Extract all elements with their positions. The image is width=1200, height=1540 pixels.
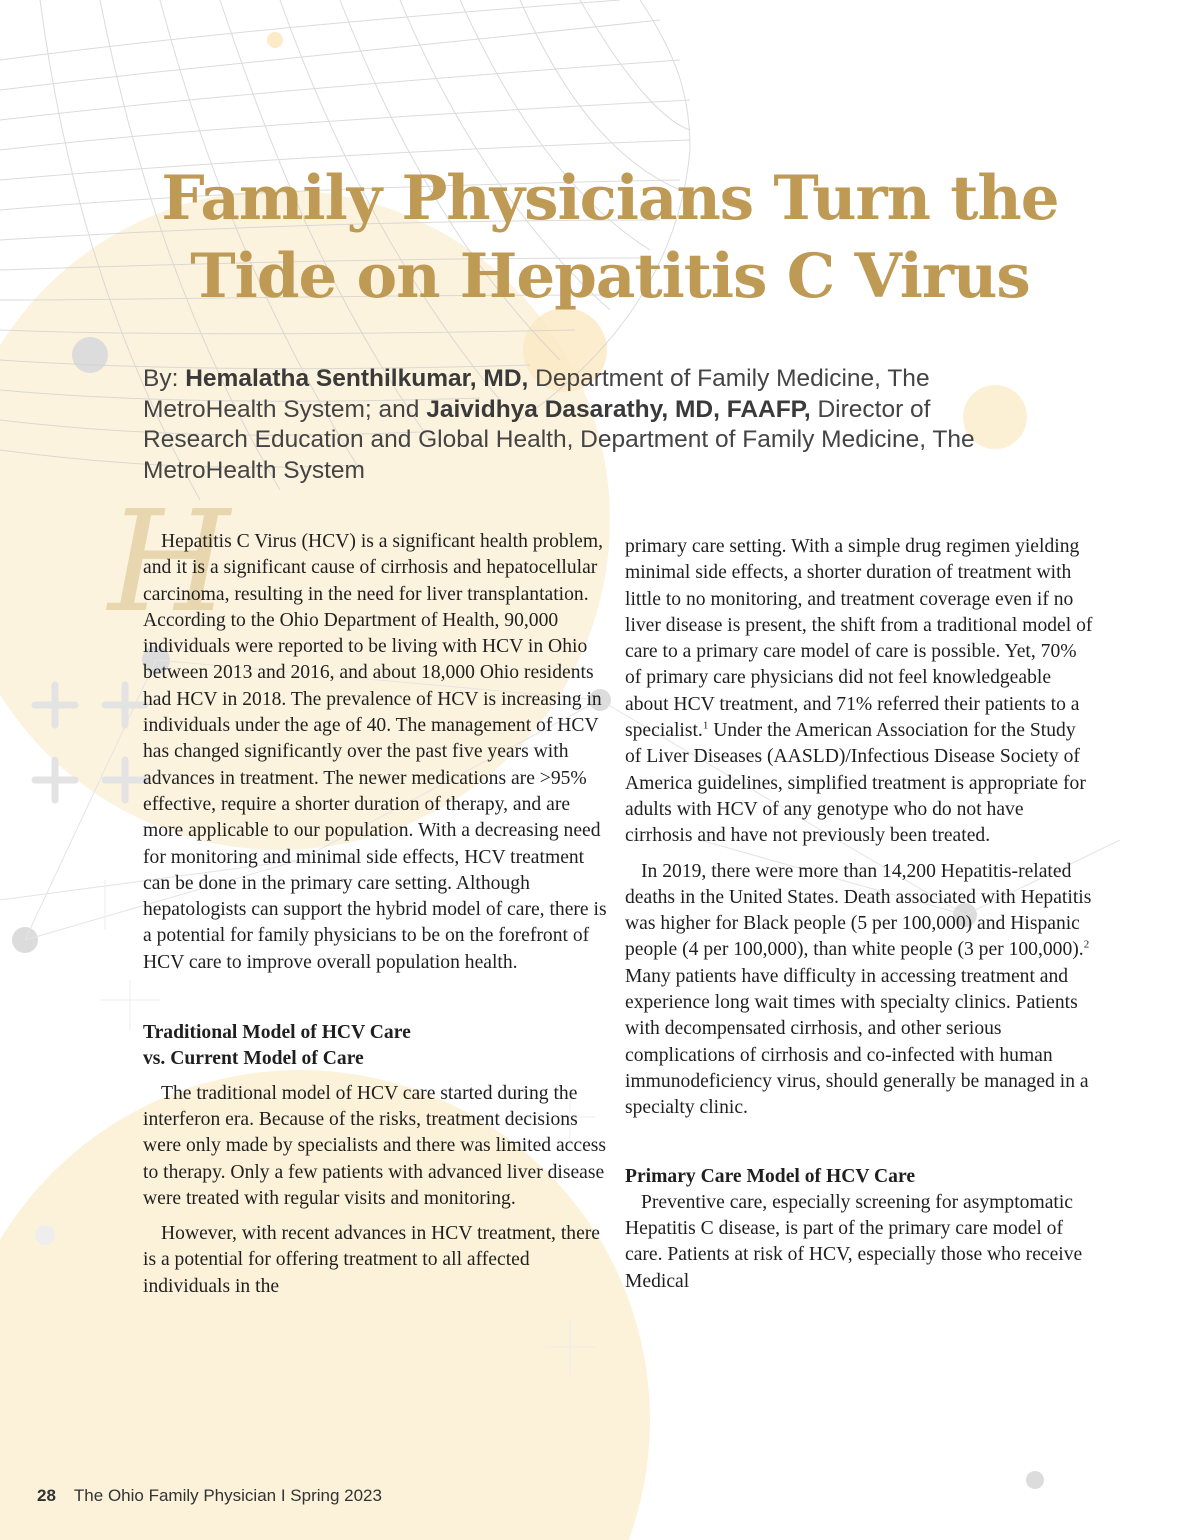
mortality-paragraph-text-2: Many patients have difficulty in accessing treatment and experience long wait times with specialty clinics. Patients with decompensated cirrhosis, and other serious complications of cirrhosis and co-infected with human immunodeficiency virus, should generally be managed in a specialty clinic. [625, 965, 1089, 1119]
author-1: Hemalatha Senthilkumar, MD, [185, 365, 529, 392]
byline [143, 364, 1023, 486]
intro-paragraph: Hepatitis C Virus (HCV) is a significant health problem, and it is a significant cause of cirrhosis and hepatocellular carcinoma, resulting in the need for liver transplantation. According to the Ohio Department of Health, 90,000 individuals were reported to be living with HCV in Ohio between 2013 and 2016, and about 18,000 Ohio residents had HCV in 2018. The prevalence of HCV is increasing in individuals under the age of 40. The management of HCV has changed significantly over the past five years with advances in treatment. The newer medications are >95% effective, require a shorter duration of therapy, and are more applicable to our population. With a decreasing need for monitoring and minimal side effects, HCV treatment can be done in the primary care setting. Although hepatologists can support the hybrid model of care, there is a potential for family physicians to be on the forefront of HCV care to improve overall population health. [143, 531, 607, 973]
mortality-paragraph [625, 859, 1095, 1122]
drop-cap-flourish: H [108, 481, 231, 644]
section-heading-line-2: vs. Current Model of Care [143, 1048, 364, 1070]
author-2-affiliation: Director of Research Education and Global Health, Department of Family Medicine, The MetroHealth System [143, 395, 975, 484]
reference-2: 2 [1083, 938, 1090, 951]
section-heading-line-1: Traditional Model of HCV Care [143, 1022, 411, 1044]
byline-prefix: By: [143, 365, 186, 392]
cream-dot-3 [267, 32, 283, 48]
section-heading-primary-care-model: Primary Care Model of HCV Care [625, 1165, 916, 1187]
continued-paragraph [625, 534, 1095, 850]
recent-advances-paragraph: However, with recent advances in HCV treatment, there is a potential for offering treatment to all affected individuals in the [143, 1223, 601, 1297]
title-line-2: Tide on Hepatitis C Virus [190, 241, 1030, 312]
traditional-model-paragraph: The traditional model of HCV care started during the interferon era. Because of the risks, treatment decisions were only made by specialists and there was limited access to therapy. Only a few patients with advanced liver disease were treated with regular visits and monitoring. [143, 1082, 607, 1209]
author-2: Jaividhya Dasarathy, MD, FAAFP, [426, 395, 811, 423]
column-right [625, 534, 1095, 1295]
author-1-affiliation: Department of Family Medicine, The MetroHealth System; and [143, 365, 930, 423]
mortality-paragraph-text: In 2019, there were more than 14,200 Hepatitis-related deaths in the United States. Death associated with Hepatitis was higher for Black people (5 per 100,000) and Hispanic people (4 per 100,000), than white people (3 per 100,000). [625, 860, 1092, 961]
primary-care-paragraph: Preventive care, especially screening for asymptomatic Hepatitis C disease, is part of the primary care model of care. Patients at risk of HCV, especially those who receive Medical [625, 1191, 1083, 1292]
page-footer [37, 1486, 382, 1506]
continued-paragraph-text-2: Under the American Association for the Study of Liver Diseases (AASLD)/Infectious Disease Society of America guidelines, simplified treatment is appropriate for adults with HCV of any genotype who do not have cirrhosis and have not previously been treated. [625, 720, 1086, 847]
reference-1: 1 [702, 719, 709, 732]
title-line-1: Family Physicians Turn the [161, 163, 1059, 234]
continued-paragraph-text: primary care setting. With a simple drug regimen yielding minimal side effects, a shorter duration of treatment with little to no monitoring, and treatment coverage even if no liver disease is present, the shift from a traditional model of care to a primary care model of care is possible. Yet, 70% of primary care physicians did not feel knowledgeable about HCV treatment, and 71% referred their patients to a specialist. [625, 536, 1093, 742]
page-number: 28 [37, 1486, 56, 1505]
column-left [143, 529, 608, 1300]
publication-name: The Ohio Family Physician I Spring 2023 [73, 1486, 382, 1505]
section-heading-traditional-model [143, 1020, 608, 1073]
article-title [120, 160, 1100, 316]
